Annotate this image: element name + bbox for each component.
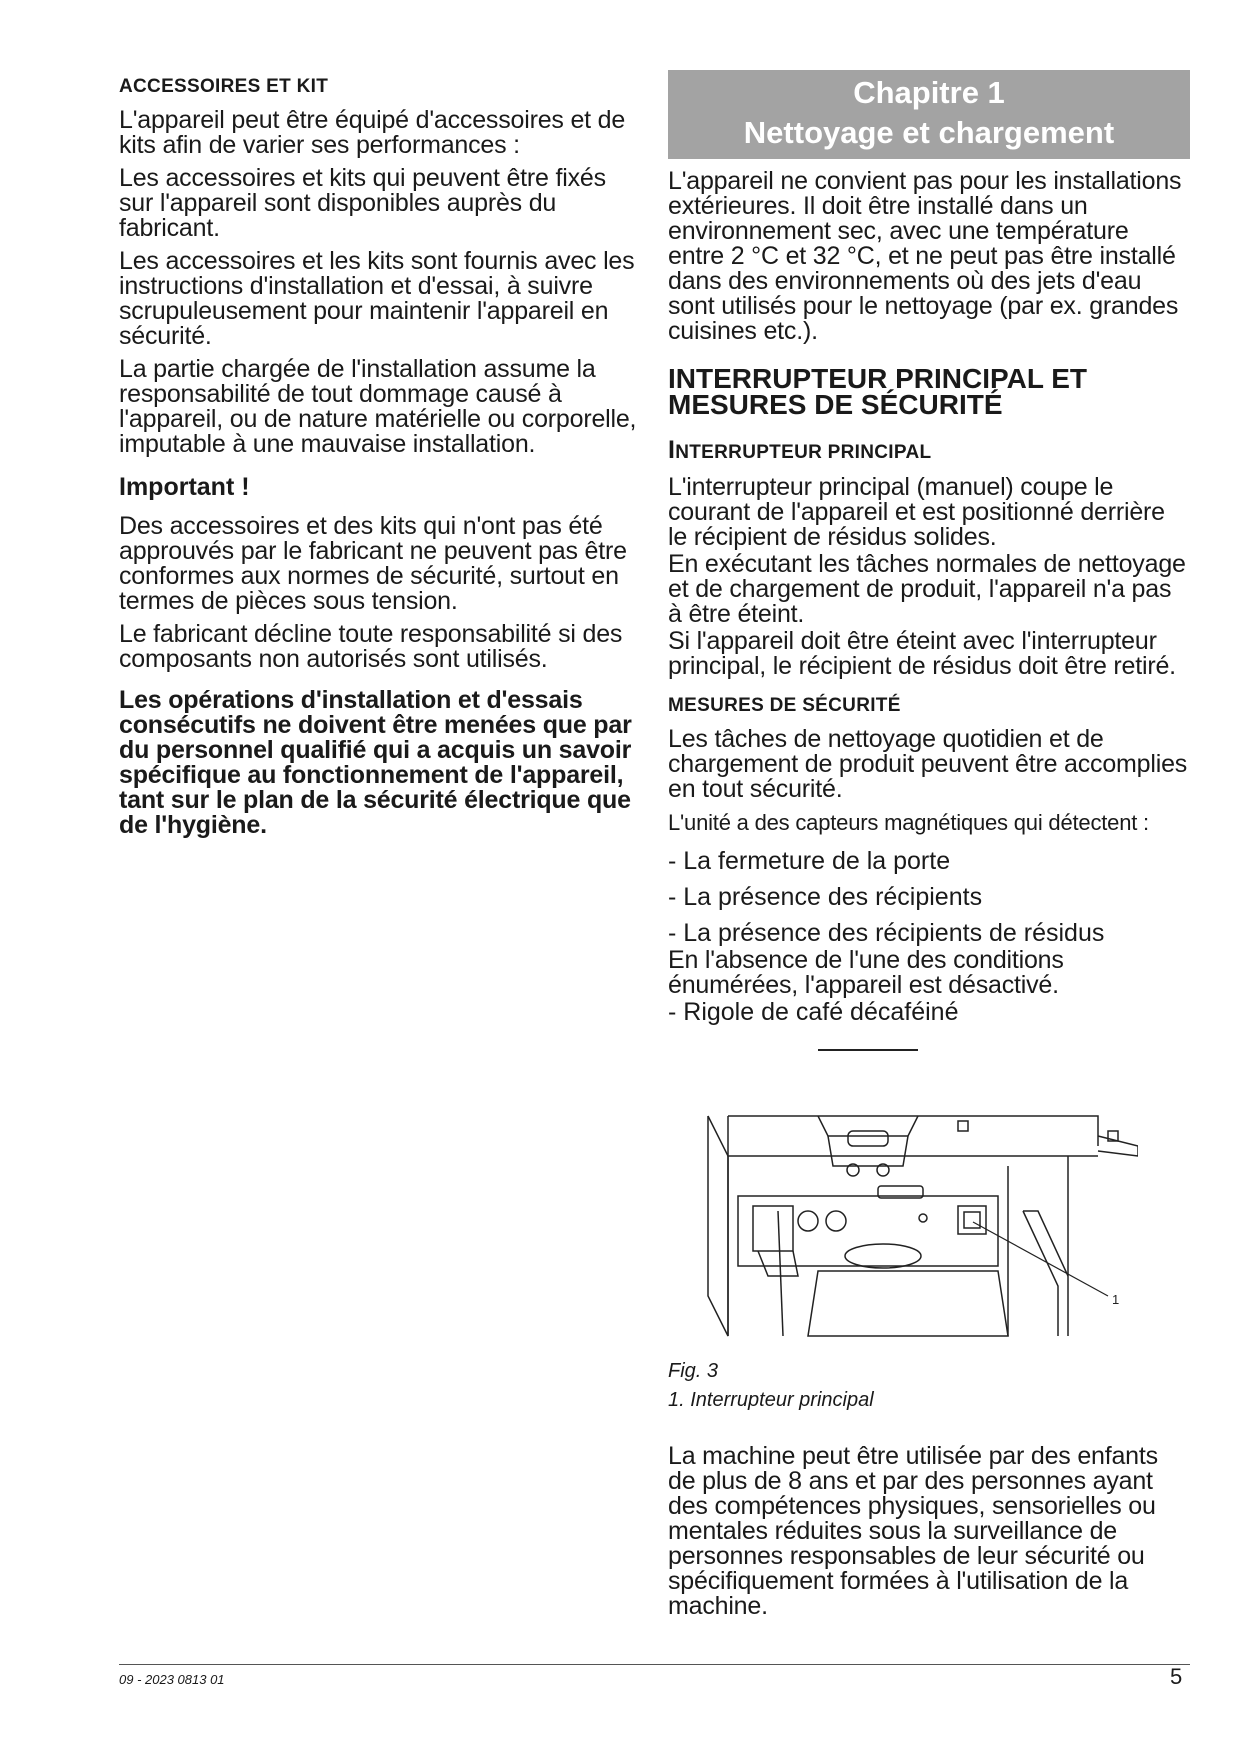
footer-divider: [119, 1664, 1190, 1665]
paragraph: En exécutant les tâches normales de nettoyage et de chargement de produit, l'appareil n'a pas à être éteint.: [668, 550, 1186, 628]
chapter-title: Nettoyage et chargement: [743, 115, 1115, 150]
paragraph: Les accessoires et kits qui peuvent être fixés sur l'appareil sont disponibles auprès du fabricant.: [119, 164, 606, 242]
chapter-banner: [668, 70, 1190, 159]
list-item: - La présence des récipients de résidus: [668, 919, 1105, 947]
chapter-number: Chapitre 1: [853, 75, 1005, 110]
paragraph: Si l'appareil doit être éteint avec l'interrupteur principal, le récipient de résidus doit être retiré.: [668, 627, 1176, 680]
paragraph: Le fabricant décline toute responsabilité si des composants non autorisés sont utilisés.: [119, 620, 623, 673]
paragraph: Les tâches de nettoyage quotidien et de chargement de produit peuvent être accomplies en tout sécurité.: [668, 725, 1188, 803]
list-item: - La présence des récipients: [668, 883, 983, 911]
right-column: [668, 70, 1190, 1627]
paragraph: En l'absence de l'une des conditions énumérées, l'appareil est désactivé.: [668, 946, 1064, 999]
warning-paragraph: Les opérations d'installation et d'essais consécutifs ne doivent être menées que par du personnel qualifié qui a acquis un savoir spécifique au fonctionnement de l'appareil, tant sur le plan de la sécurité électrique que de l'hygiène.: [119, 686, 632, 839]
subheading-mesures: MESURES DE SÉCURITÉ: [668, 695, 901, 716]
machine-drawing: [668, 1036, 1138, 1356]
paragraph: L'unité a des capteurs magnétiques qui détectent :: [668, 810, 1149, 835]
list-item: - Rigole de café décaféiné: [668, 998, 959, 1026]
paragraph: L'appareil ne convient pas pour les installations extérieures. Il doit être installé dans un environnement sec, avec une température entre 2 °C et 32 °C, et ne peut pas être installé dans des environnements où des jets d'eau sont utilisés pour le nettoyage (par ex. grandes cuisines etc.).: [668, 167, 1182, 345]
paragraph: Des accessoires et des kits qui n'ont pas été approuvés par le fabricant ne peuvent pas être conformes aux normes de sécurité, surtout en termes de pièces sous tension.: [119, 512, 627, 615]
footer-document-code: 09 - 2023 0813 01: [119, 1672, 225, 1687]
figure-machine-illustration: [668, 1036, 1138, 1356]
page-number: 5: [1170, 1664, 1183, 1689]
paragraph: L'interrupteur principal (manuel) coupe le courant de l'appareil et est positionné derrière le récipient de résidus solides.: [668, 473, 1165, 551]
paragraph: Les accessoires et les kits sont fournis avec les instructions d'installation et d'essai, à suivre scrupuleusement pour maintenir l'appareil en sécurité.: [119, 247, 635, 350]
important-heading: Important !: [119, 473, 250, 501]
section-heading-accessoires: ACCESSOIRES ET KIT: [119, 76, 329, 97]
list-item: - La fermeture de la porte: [668, 847, 951, 875]
paragraph: La machine peut être utilisée par des enfants de plus de 8 ans et par des personnes ayant des compétences physiques, sensorielles ou mentales réduites sous la surveillance de personnes responsables de leur sécurité ou spécifiquement formées à l'utilisation de la machine.: [668, 1442, 1158, 1620]
figure-caption: 1. Interrupteur principal: [668, 1389, 874, 1411]
paragraph: La partie chargée de l'installation assume la responsabilité de tout dommage causé à l'appareil, ou de nature matérielle ou corporelle, imputable à une mauvaise installation.: [119, 355, 637, 458]
left-column: [119, 70, 639, 838]
figure-label: Fig. 3: [668, 1360, 719, 1382]
figure-callout-1: 1: [1112, 1292, 1120, 1307]
paragraph: L'appareil peut être équipé d'accessoires et de kits afin de varier ses performances :: [119, 106, 626, 159]
subheading-interrupteur: INTERRUPTEUR PRINCIPAL: [668, 436, 932, 464]
section-title: INTERRUPTEUR PRINCIPAL ET MESURES DE SÉCURITÉ: [668, 363, 1087, 420]
